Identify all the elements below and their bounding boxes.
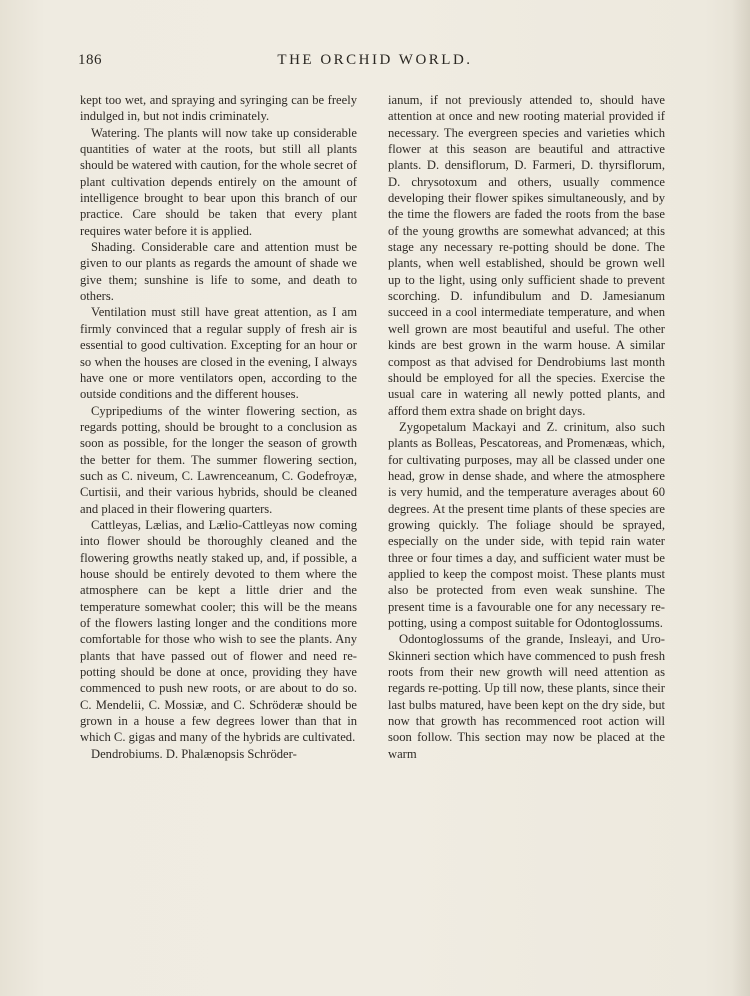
page-number: 186 — [78, 52, 102, 68]
page-header — [70, 52, 680, 76]
paragraph-watering: Watering. The plants will now take up considerable quantities of water at the roots, but still all plants should be watered with caution, for the whole secret of plant cultivation depends entirely on the amount of intelligence brought to bear upon this branch of our practice. Care should be taken that every plant requires water before it is applied. — [80, 125, 357, 238]
paragraph-cypripediums: Cypripediums of the winter flowering section, as regards potting, should be brought to a conclusion as soon as possible, for the longer the season of growth the better for them. The summer flowering section, such as C. niveum, C. Lawrenceanum, C. Godefroyæ, Curtisii, and their various hybrids, should be cleaned and placed in their flowering quarters. — [80, 403, 357, 516]
page-edge-shadow — [732, 0, 750, 996]
paragraph-dendrobiums: Dendrobiums. D. Phalænopsis Schröder- — [91, 746, 297, 761]
paragraph-dendrobiums-continued: ianum, if not previously attended to, should have attention at once and new rooting material provided if necessary. The evergreen species and varieties which flower at this season are beautiful and attractive plants. D. densiflorum, D. Farmeri, D. thyrsiflorum, D. chrysotoxum and others, usually commence developing their flower spikes simultaneously, and by the time the flowers are faded the roots from the base of the young growths are somewhat advanced; at this stage any necessary re-potting should be done. The plants, when well established, should be grown well up to the light, using only sufficient shade to prevent scorching. D. infundibulum and D. Jamesianum succeed in a cool intermediate temperature, and when well grown are most beautiful and useful. The other kinds are best grown in the warm house. A similar compost as that advised for Dendrobiums last month should be employed for all the species. Exercise the usual care in watering all newly potted plants, and afford them extra shade on bright days. — [388, 93, 665, 418]
paragraph-odontoglossums: Odontoglossums of the grande, Insleayi, and Uro-Skinneri section which have commenced to push fresh roots from their new growth will need attention as regards re-potting. Up till now, these plants, since their last bulbs matured, have been kept on the dry side, but now that growth has recommenced root action will soon follow. This section may now be placed at the warm — [388, 632, 665, 761]
paragraph-ventilation: Ventilation must still have great attention, as I am firmly convinced that a regular supply of fresh air is essential to good cultivation. Excepting for an hour or so when the houses are closed in the evening, I always have one or more ventilators open, according to the outside conditions and the different houses. — [80, 305, 357, 402]
paragraph: kept too wet, and spraying and syringing can be freely indulged in, but not indis criminately. — [80, 93, 357, 124]
paragraph-shading: Shading. Considerable care and attention must be given to our plants as regards the amount of shade we give them; sunshine is life to some, and death to others. — [80, 240, 357, 304]
running-title: THE ORCHID WORLD. — [277, 52, 473, 68]
paragraph-zygopetalum: Zygopetalum Mackayi and Z. crinitum, also such plants as Bolleas, Pescatoreas, and Promenæas, which, for cultivating purposes, may all be classed under one head, grow in dense shade, and where the atmosphere is very humid, and the temperature averages about 60 degrees. At the present time plants of these species are growing quickly. The foliage should be sprayed, especially on the under side, with tepid rain water three or four times a day, and sufficient water must be applied to keep the compost moist. These plants must also be protected from even weak sunshine. The present time is a favourable one for any necessary re-potting, using a compost suitable for Odontoglossums. — [388, 419, 665, 630]
paragraph-cattleyas: Cattleyas, Lælias, and Lælio-Cattleyas now coming into flower should be thoroughly cleaned and the flowering growths neatly staked up, and, if possible, a house should be entirely devoted to them where the atmosphere can be kept a little drier and the temperature somewhat cooler; this will be the means of the flowers lasting longer and the conditions more comfortable for those who wish to see the plants. Any plants that have passed out of flower and need re-potting should be done at once, providing they have commenced to push new roots, or are about to do so. C. Mendelii, C. Mossiæ, and C. Schröderæ should be grown in a house a few degrees lower than that in which C. gigas and many of the hybrids are cultivated. — [80, 517, 357, 745]
right-text-column — [388, 92, 665, 762]
left-text-column — [80, 92, 357, 762]
